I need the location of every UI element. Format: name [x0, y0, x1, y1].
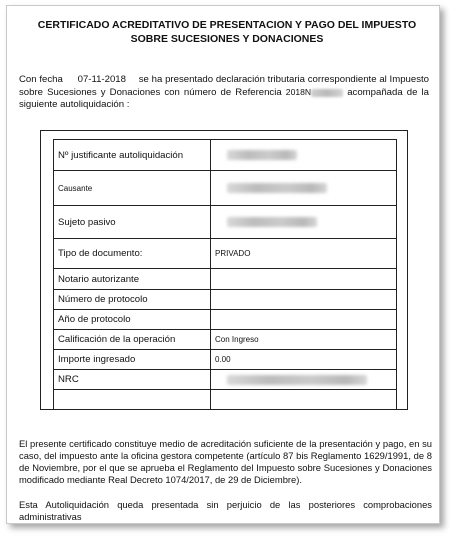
- intro-text-2: acompañada de la siguiente autoliquidación :: [19, 87, 429, 110]
- row-value: 0.00: [211, 350, 397, 370]
- intro-pre-date: Con fecha: [19, 74, 63, 85]
- autoliquidacion-box: [40, 130, 408, 410]
- row-value: [211, 290, 397, 310]
- disclaimer-paragraph: Esta Autoliquidación queda presentada sin perjuicio de las posteriores comprobaciones administrativas: [19, 499, 432, 522]
- row-value: [211, 310, 397, 330]
- row-value: [211, 269, 397, 290]
- intro-date: 07-11-2018: [77, 74, 126, 85]
- table-row: [54, 350, 397, 370]
- row-label: Tipo de documento:: [54, 239, 211, 269]
- legal-paragraph: El presente certificado constituye medio de acreditación suficiente de la presentación y pago, en su caso, del impuesto ante la oficina gestora competente (artículo 87 bis Reglamento 1629/1991, de 8 de Noviembre, por el que se aprueba el Reglamento del Impuesto sobre Sucesiones y Donaciones modificado mediante Real Decreto 1074/2017, de 29 de Diciembre).: [19, 438, 432, 485]
- row-label: Sujeto pasivo: [54, 206, 211, 239]
- row-label: Número de protocolo: [54, 290, 211, 310]
- row-label: NRC: [54, 370, 211, 390]
- redacted-value: [227, 217, 317, 227]
- row-label: Notario autorizante: [54, 269, 211, 290]
- row-value: [211, 390, 397, 410]
- table-row: [54, 390, 397, 410]
- table-row: [54, 330, 397, 350]
- autoliquidacion-table: [53, 139, 397, 410]
- table-row: [54, 370, 397, 390]
- row-label: Nº justificante autoliquidación: [54, 140, 211, 171]
- row-value: [211, 370, 397, 390]
- row-value: Con Ingreso: [211, 330, 397, 350]
- document-title: CERTIFICADO ACREDITATIVO DE PRESENTACION Y PAGO DEL IMPUESTO SOBRE SUCESIONES Y DONACIONES: [37, 19, 417, 45]
- certificate-page: [6, 5, 440, 524]
- reference-prefix: 2018N: [285, 87, 312, 97]
- redacted-value: [227, 375, 367, 385]
- row-label: [54, 390, 211, 410]
- reference-number: [286, 87, 343, 97]
- row-value: PRIVADO: [211, 239, 397, 269]
- row-value: [211, 206, 397, 239]
- table-row: [54, 171, 397, 206]
- table-row: [54, 239, 397, 269]
- table-row: [54, 310, 397, 330]
- redacted-value: [227, 183, 327, 193]
- redacted-value: [227, 150, 297, 160]
- table-row: [54, 290, 397, 310]
- table-row: [54, 140, 397, 171]
- table-row: [54, 206, 397, 239]
- row-value: [211, 140, 397, 171]
- row-label: Causante: [54, 171, 211, 206]
- intro-text-1: se ha presentado declaración tributaria correspondiente al Impuesto sobre Sucesiones y Donaciones con número de Referencia: [19, 74, 430, 98]
- row-label: Año de protocolo: [54, 310, 211, 330]
- table-row: [54, 269, 397, 290]
- redacted-reference: [311, 89, 343, 97]
- row-label: Importe ingresado: [54, 350, 211, 370]
- intro-paragraph: [19, 74, 429, 111]
- row-value: [211, 171, 397, 206]
- row-label: Calificación de la operación: [54, 330, 211, 350]
